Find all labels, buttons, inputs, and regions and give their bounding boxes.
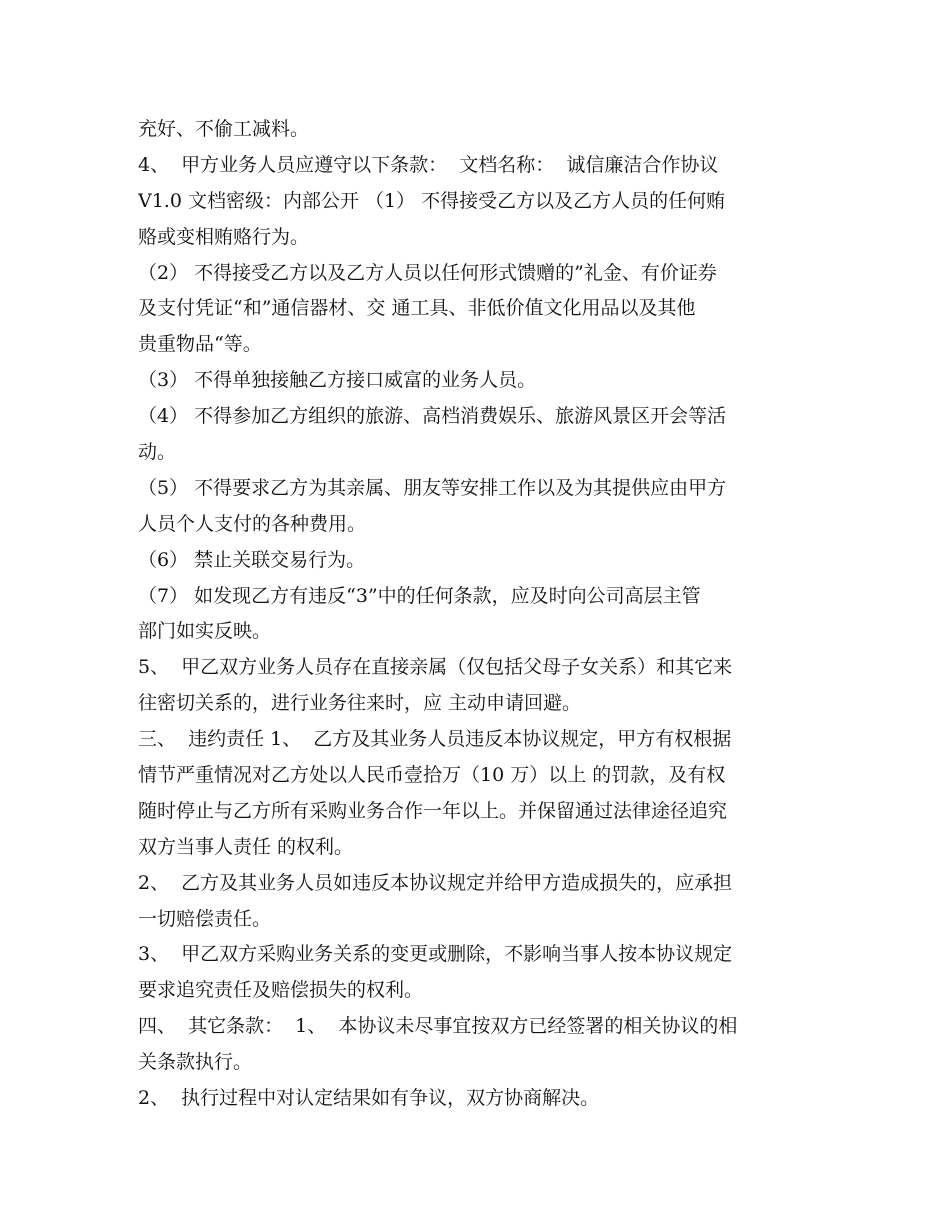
- text-line: 三、 违约责任 1、 乙方及其业务人员违反本协议规定，甲方有权根据: [138, 728, 732, 751]
- text-line: 2、 乙方及其业务人员如违反本协议规定并给甲方造成损失的，应承担: [138, 871, 733, 894]
- text-line: 4、 甲方业务人员应遵守以下条款： 文档名称： 诚信廉洁合作协议: [138, 153, 719, 176]
- text-line: 人员个人支付的各种费用。: [138, 512, 367, 535]
- text-line: 双方当事人责任 的权利。: [138, 835, 354, 858]
- text-line: （7） 如发现乙方有违反“3”中的任何条款，应及时向公司高层主管: [138, 584, 701, 607]
- text-line: 一切赔偿责任。: [138, 907, 272, 930]
- text-line: （3） 不得单独接触乙方接口威富的业务人员。: [138, 369, 537, 392]
- text-line: 往密切关系的，进行业务往来时，应 主动申请回避。: [138, 692, 582, 715]
- document-body: [138, 112, 818, 1117]
- text-line: 动。: [138, 441, 177, 464]
- text-line: 3、 甲乙双方采购业务关系的变更或删除，不影响当事人按本协议规定: [138, 943, 733, 966]
- text-line: 关条款执行。: [138, 1051, 253, 1074]
- text-line: V1.0 文档密级：内部公开 （1） 不得接受乙方以及乙方人员的任何贿: [138, 189, 726, 212]
- text-line: 随时停止与乙方所有采购业务合作一年以上。并保留通过法律途径追究: [138, 799, 728, 822]
- text-line: 2、 执行过程中对认定结果如有争议，双方协商解决。: [138, 1087, 600, 1110]
- text-line: 及支付凭证“和”通信器材、交 通工具、非低价值文化用品以及其他: [138, 297, 696, 320]
- text-line: （2） 不得接受乙方以及乙方人员以任何形式馈赠的”礼金、有价证券: [138, 261, 717, 284]
- text-line: 充好、不偷工减料。: [138, 118, 310, 140]
- text-line: 四、 其它条款： 1、 本协议未尽事宜按双方已经签署的相关协议的相: [138, 1015, 738, 1038]
- text-line: （5） 不得要求乙方为其亲属、朋友等安排工作以及为其提供应由甲方: [138, 476, 727, 499]
- text-line: 部门如实反映。: [138, 620, 272, 643]
- text-line: 情节严重情况对乙方处以人民币壹拾万（10 万）以上 的罚款，及有权: [138, 764, 726, 787]
- text-line: 贵重物品“等。: [138, 333, 262, 356]
- text-line: 要求追究责任及赔偿损失的权利。: [138, 979, 424, 1002]
- text-line: 赂或变相贿赂行为。: [138, 225, 310, 248]
- text-line: 5、 甲乙双方业务人员存在直接亲属（仅包括父母子女关系）和其它来: [138, 656, 733, 679]
- text-line: （6） 禁止关联交易行为。: [138, 548, 366, 571]
- text-line: （4） 不得参加乙方组织的旅游、高档消费娱乐、旅游风景区开会等活: [138, 405, 727, 428]
